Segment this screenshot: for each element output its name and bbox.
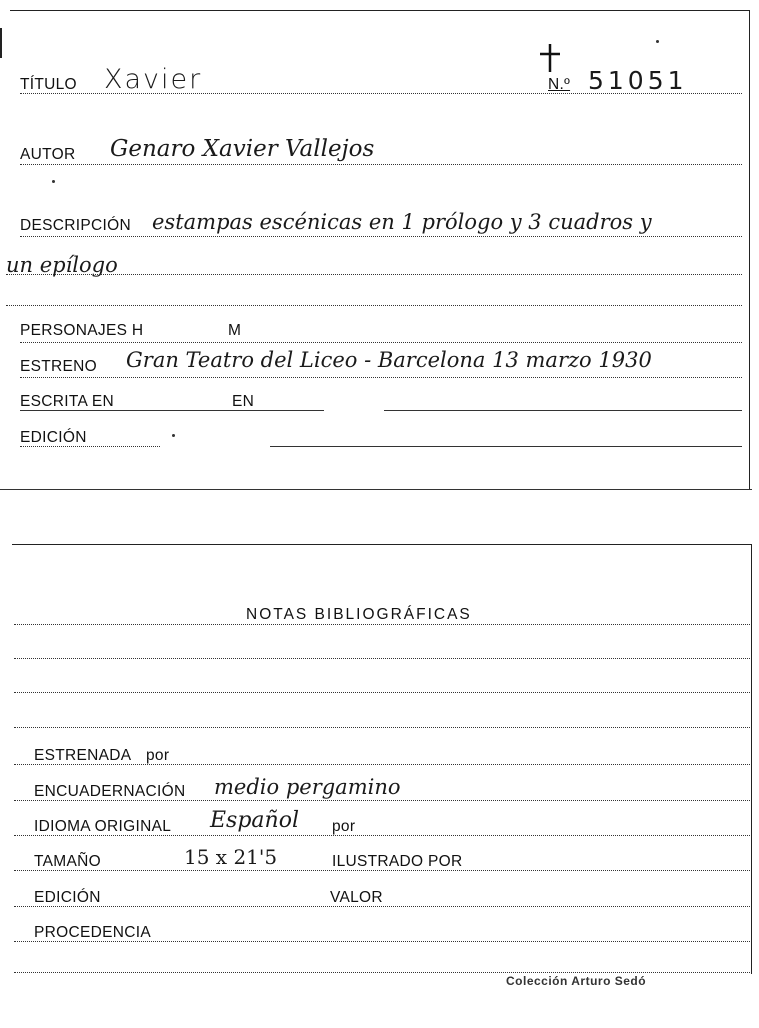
catalog-card-bottom	[0, 540, 759, 1028]
card-right-edge	[749, 10, 750, 490]
notas-line4	[14, 727, 750, 728]
encuadernacion-line	[14, 800, 750, 801]
notas-line1	[14, 624, 750, 625]
collection-footer: Colección Arturo Sedó	[506, 974, 647, 988]
card-top-edge	[10, 10, 750, 11]
notas-line3	[14, 692, 750, 693]
autor-label: AUTOR	[20, 146, 76, 163]
last-line	[14, 972, 750, 973]
procedencia-label: PROCEDENCIA	[34, 924, 151, 941]
edicion-label: EDICIÓN	[20, 429, 87, 446]
descripcion-line1	[20, 236, 742, 237]
speck	[656, 40, 659, 43]
tamano-label: TAMAÑO	[34, 853, 101, 870]
descripcion-value-line1: estampas escénicas en 1 prólogo y 3 cuadros y	[152, 210, 652, 234]
autor-value: Genaro Xavier Vallejos	[110, 136, 375, 162]
estrenada-por-label: por	[146, 747, 170, 764]
edicion2-label: EDICIÓN	[34, 889, 101, 906]
catalog-card-top	[0, 0, 759, 494]
titulo-value: Xavier	[104, 64, 203, 95]
notas-line2	[14, 658, 750, 659]
card2-right-edge	[751, 544, 752, 974]
idioma-por-label: por	[332, 818, 356, 835]
estreno-label: ESTRENO	[20, 358, 98, 375]
card-bottom-edge	[0, 489, 752, 490]
card2-top-edge	[12, 544, 752, 545]
tamano-line	[14, 870, 750, 871]
estrenada-line	[14, 764, 750, 765]
edicion-line2	[270, 446, 742, 447]
speck	[52, 180, 55, 183]
cross-mark-icon	[538, 44, 562, 79]
numero-label: N.º	[548, 76, 571, 93]
notas-heading: NOTAS BIBLIOGRÁFICAS	[246, 606, 472, 623]
titulo-label: TÍTULO	[20, 76, 77, 93]
personajes-line	[20, 342, 742, 343]
descripcion-value-line2: un epílogo	[6, 253, 118, 277]
escrita-en-label: ESCRITA EN	[20, 393, 115, 410]
ilustrado-por-label: ILUSTRADO POR	[332, 853, 463, 870]
idioma-label: IDIOMA ORIGINAL	[34, 818, 172, 835]
blank-line	[6, 305, 742, 306]
descripcion-label: DESCRIPCIÓN	[20, 217, 131, 234]
procedencia-line	[14, 941, 750, 942]
edicion-line1	[20, 446, 160, 447]
speck	[172, 434, 175, 437]
personajes-label: PERSONAJES H	[20, 322, 144, 339]
tamano-value: 15 x 21'5	[184, 845, 278, 869]
valor-label: VALOR	[330, 889, 383, 906]
estreno-line	[20, 377, 742, 378]
escrita-en-line2	[384, 410, 742, 411]
card-left-mark	[0, 28, 2, 58]
estreno-value: Gran Teatro del Liceo - Barcelona 13 marzo 1930	[126, 348, 652, 372]
idioma-line	[14, 835, 750, 836]
encuadernacion-value: medio pergamino	[214, 775, 401, 799]
edicion2-line	[14, 906, 750, 907]
escrita-en-line1	[20, 410, 324, 411]
idioma-value: Español	[210, 808, 299, 833]
descripcion-line2	[6, 274, 742, 275]
encuadernacion-label: ENCUADERNACIÓN	[34, 783, 186, 800]
autor-line	[20, 164, 742, 165]
personajes-m-label: M	[228, 322, 242, 339]
escrita-en-en-label: EN	[232, 393, 255, 410]
estrenada-label: ESTRENADA	[34, 747, 132, 764]
numero-value: 51051	[588, 66, 688, 95]
